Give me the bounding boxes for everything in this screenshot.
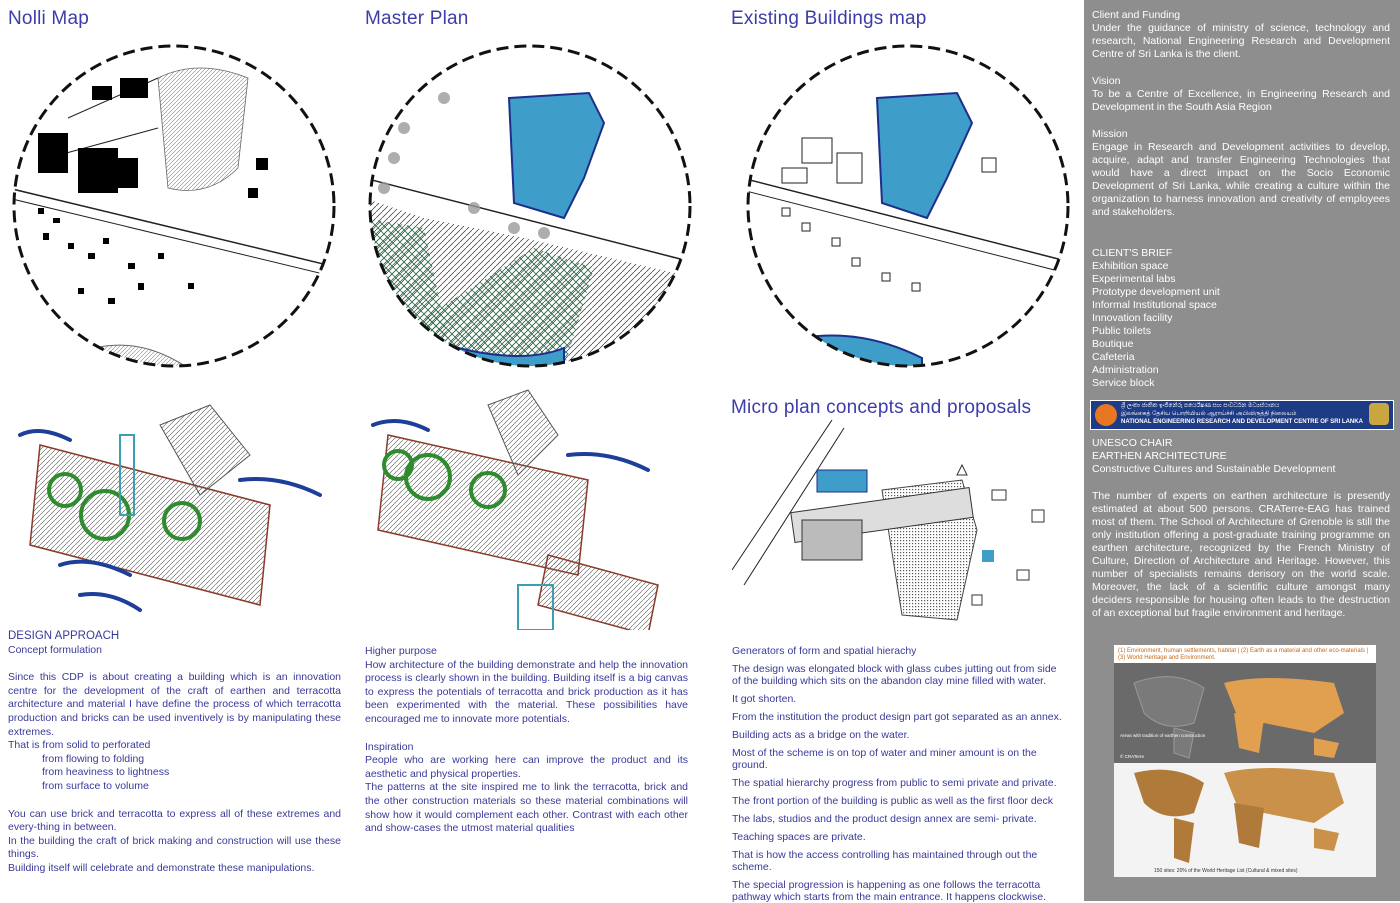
design-approach-section (8, 630, 341, 876)
design-approach-item: from flowing to folding (42, 752, 145, 765)
brief-item: Experimental labs (1092, 273, 1176, 285)
design-approach-item: from heaviness to lightness (42, 766, 170, 779)
concept-sketch-1 (10, 385, 340, 630)
generator-line: It got shorten. (732, 693, 797, 705)
design-approach-subheading: Concept formulation (8, 643, 102, 656)
generators-heading: Generators of form and spatial hierachy (732, 645, 917, 657)
brief-item: Exhibition space (1092, 260, 1169, 272)
ministry-emblem-icon (1369, 403, 1389, 425)
banner-line-2: இலங்கைத் தேசிய பொறியியல் ஆராய்ச்சி அபிவிருத்தி நிலையம் (1121, 411, 1297, 417)
brief-item: Informal Institutional space (1092, 299, 1217, 311)
brief-item: Administration (1092, 364, 1159, 376)
world-map-figure (1114, 645, 1376, 877)
master-plan-title: Master Plan (365, 8, 469, 29)
world-map-image (1114, 663, 1376, 877)
banner-line-3: NATIONAL ENGINEERING RESEARCH AND DEVELOPMENT CENTRE OF SRI LANKA (1121, 419, 1363, 425)
unesco-line-2: EARTHEN ARCHITECTURE (1092, 450, 1227, 462)
unesco-line-3: Constructive Cultures and Sustainable Development (1092, 463, 1336, 475)
generator-line: The design was elongated block with glass cubes jutting out from side of the building which sits on the abandon clay mine filled with water. (732, 663, 1057, 687)
design-approach-p1: Since this CDP is about creating a building which is an innovation centre for the development of the craft of earthen and terracotta architecture and material I have define the process of which terracotta production and bricks can be used inventively is by manipulating these extremes. (8, 671, 341, 738)
world-map-area-label: Areas with tradition of earthen construction (1120, 733, 1206, 738)
generator-line: The special progression is happening as one follows the terracotta pathway which starts from the main entrance. It happens clockwise. (732, 879, 1046, 903)
mission-text: Engage in Research and Development activities to develop, acquire, adapt and transfer Engineering Technologies that would have a direct impact on the Socio Economic Development of Sri Lanka, while creating a culture within the organization to harness innovation and creativity of employees and stakeholders. (1092, 141, 1390, 218)
brief-item: Boutique (1092, 338, 1134, 350)
world-map-caption: 150 sites: 20% of the World Heritage List (Cultural & mixed sites) (1154, 868, 1298, 874)
vision-text: To be a Centre of Excellence, in Engineering Research and Development in the South Asia Region (1092, 88, 1390, 113)
info-panel (1084, 0, 1400, 901)
world-map-legend: (1) Environment, human settlements, habitat | (2) Earth as a material and other eco-materials | (3) World Heritage and Environment. (1118, 648, 1369, 661)
generator-line: Teaching spaces are private. (732, 831, 866, 843)
nerd-logo-icon (1095, 404, 1117, 426)
generator-line: Building acts as a bridge on the water. (732, 729, 910, 741)
existing-buildings-title: Existing Buildings map (731, 8, 927, 29)
brief-heading: CLIENT'S BRIEF (1092, 247, 1173, 259)
inspiration-p2: The patterns at the site inspired me to link the terracotta, brick and the other construction materials so these material combinations will show how it would complement each other. Contrast with each other and show-cases the utmost material qualities (365, 781, 688, 835)
nolli-map-drawing (8, 38, 340, 378)
unesco-text: The number of experts on earthen architecture is presently estimated at about 500 persons. CRATerre-EAG has trained most of them. The School of Architecture of Grenoble is still the only institution offering a post-graduate training programme on earthen architecture, recognized by the French Ministry of Culture, Direction of Architecture and Heritage. However, this number of specialists remains derisory on the world scale. Moreover, the lack of a scientific culture amongst many deciders responsible for housing often leads to the destruction of an exceptional but fragile environment and heritage. (1092, 490, 1390, 619)
nolli-map-title: Nolli Map (8, 8, 89, 29)
design-approach-heading: DESIGN APPROACH (8, 630, 120, 642)
concept-sketch-2 (368, 385, 698, 630)
design-approach-p3: You can use brick and terracotta to express all of these extremes and every-thing in between. (8, 807, 341, 834)
client-heading: Client and Funding (1092, 9, 1181, 21)
brief-item: Cafeteria (1092, 351, 1135, 363)
world-map-credit: © CRATerre (1120, 754, 1144, 759)
existing-buildings-drawing (742, 38, 1074, 378)
unesco-line-1: UNESCO CHAIR (1092, 437, 1173, 449)
design-approach-p5: Building itself will celebrate and demonstrate these manipulations. (8, 861, 315, 874)
brief-item: Service block (1092, 377, 1155, 389)
generator-line: Most of the scheme is on top of water and miner amount is on the ground. (732, 747, 1037, 771)
mission-heading: Mission (1092, 128, 1128, 140)
nolli-open-ground (158, 68, 248, 191)
inspiration-p1: People who are working here can improve the product and its aesthetic and physical properties. (365, 754, 688, 780)
banner-line-1: ශ්‍රී ලංකා ජාතික ඉංජිනේරු පර්යේෂණ සහ සංවර්ධන මධ්‍යස්ථානය (1121, 403, 1280, 409)
client-section (1092, 9, 1390, 390)
design-approach-p2: That is from solid to perforated (8, 739, 151, 752)
brief-item: Innovation facility (1092, 312, 1173, 324)
generators-section (732, 645, 1067, 903)
generator-line: From the institution the product design part got separated as an annex. (732, 711, 1062, 723)
higher-purpose-heading: Higher purpose (365, 645, 437, 657)
existing-pond (877, 93, 972, 218)
master-plan-drawing (364, 38, 696, 378)
micro-plan-drawing (732, 420, 1072, 640)
inspiration-heading: Inspiration (365, 740, 414, 753)
master-plan-pond (509, 93, 604, 218)
higher-purpose-p1: How architecture of the building demonstrate and help the innovation process is clearly shown in the building. Building itself is a big canvas to express the potentials of terracotta and brick production as it has been experimented with the material. These possibilities have encouraged me to innovate more potentials. (365, 658, 688, 725)
higher-purpose-section (365, 645, 688, 836)
client-text: Under the guidance of ministry of science, technology and research, National Engineering Research and Development Centre of Sri Lanka is the client. (1092, 22, 1390, 60)
generator-line: The spatial hierarchy progress from public to semi private and private. (732, 777, 1057, 789)
vision-heading: Vision (1092, 75, 1121, 87)
generator-line: The front portion of the building is public as well as the first floor deck (732, 795, 1053, 807)
nerd-banner (1090, 400, 1394, 430)
design-approach-p4: In the building the craft of brick making and construction will use these things. (8, 834, 341, 861)
brief-item: Public toilets (1092, 325, 1151, 337)
design-approach-item: from surface to volume (42, 779, 149, 792)
micro-plan-title: Micro plan concepts and proposals (731, 397, 1032, 418)
generator-line: The labs, studios and the product design annex are semi- private. (732, 813, 1037, 825)
generator-line: That is how the access controlling has maintained through out the scheme. (732, 849, 1038, 873)
brief-item: Prototype development unit (1092, 286, 1220, 298)
unesco-section (1092, 437, 1390, 620)
